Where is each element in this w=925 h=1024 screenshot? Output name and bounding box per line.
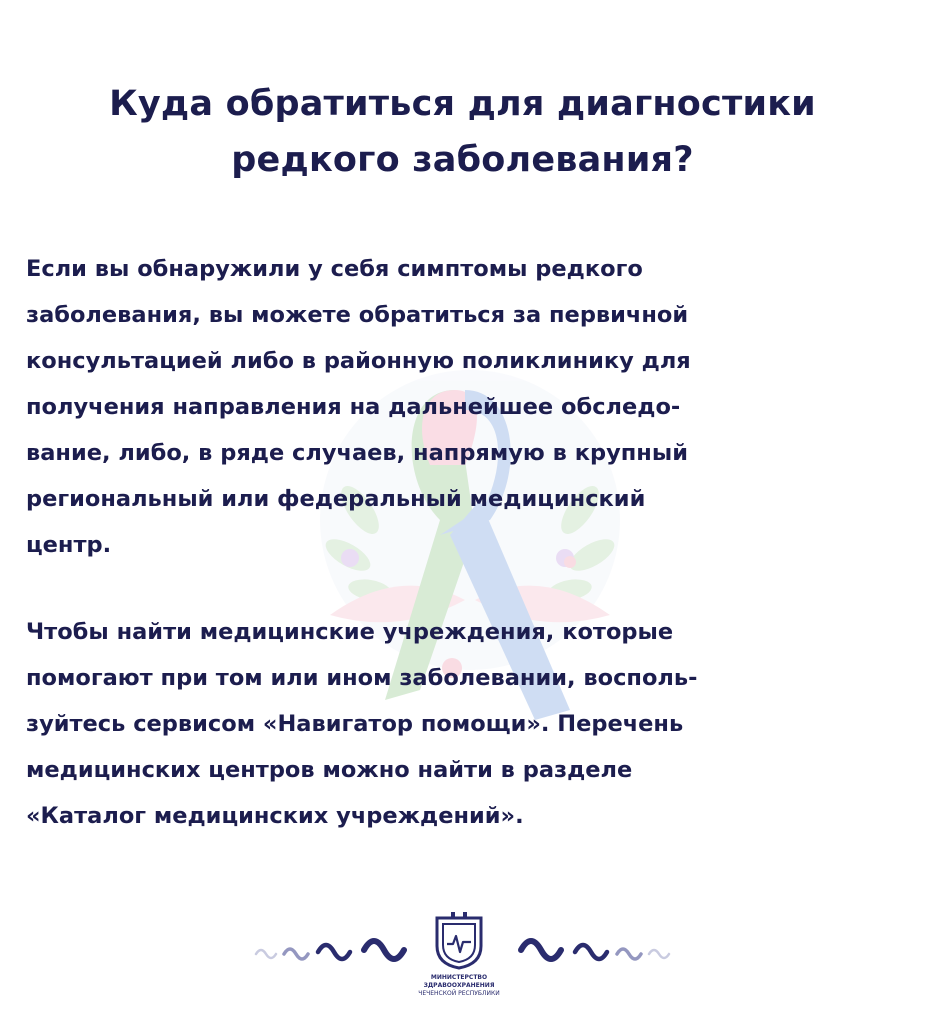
- page-title: [0, 76, 925, 188]
- footer: [250, 912, 675, 1012]
- paragraph-line: центр.: [26, 532, 112, 558]
- ornament-right-icon: [500, 924, 675, 964]
- ministry-line-2: ЗДРАВООХРАНЕНИЯ: [423, 982, 495, 989]
- paragraph-line: медицинских центров можно найти в разделе: [26, 757, 633, 783]
- paragraph-line: зуйтесь сервисом «Навигатор помощи». Перечень: [26, 711, 684, 737]
- paragraph-line: получения направления на дальнейшее обследо-: [26, 394, 681, 420]
- ministry-caption: [389, 974, 529, 998]
- title-line-2: редкого заболевания?: [231, 140, 694, 180]
- paragraph-line: «Каталог медицинских учреждений».: [26, 803, 524, 829]
- paragraph-line: консультацией либо в районную поликлинику для: [26, 348, 691, 374]
- ministry-line-1: МИНИСТЕРСТВО: [430, 974, 488, 981]
- ministry-emblem-icon: [433, 912, 485, 970]
- paragraph-navigator: [26, 609, 906, 839]
- paragraph-line: Чтобы найти медицинские учреждения, которые: [26, 619, 674, 645]
- paragraph-line: вание, либо, в ряде случаев, напрямую в крупный: [26, 440, 688, 466]
- paragraph-line: помогают при том или ином заболевании, восполь-: [26, 665, 698, 691]
- paragraph-line: региональный или федеральный медицинский: [26, 486, 646, 512]
- title-line-1: Куда обратиться для диагностики: [109, 84, 816, 124]
- paragraph-line: Если вы обнаружили у себя симптомы редкого: [26, 256, 643, 282]
- ministry-line-3: ЧЕЧЕНСКОЙ РЕСПУБЛИКИ: [418, 990, 500, 997]
- paragraph-line: заболевания, вы можете обратиться за первичной: [26, 302, 689, 328]
- ornament-left-icon: [250, 924, 425, 964]
- paragraph-diagnostics: [26, 246, 906, 568]
